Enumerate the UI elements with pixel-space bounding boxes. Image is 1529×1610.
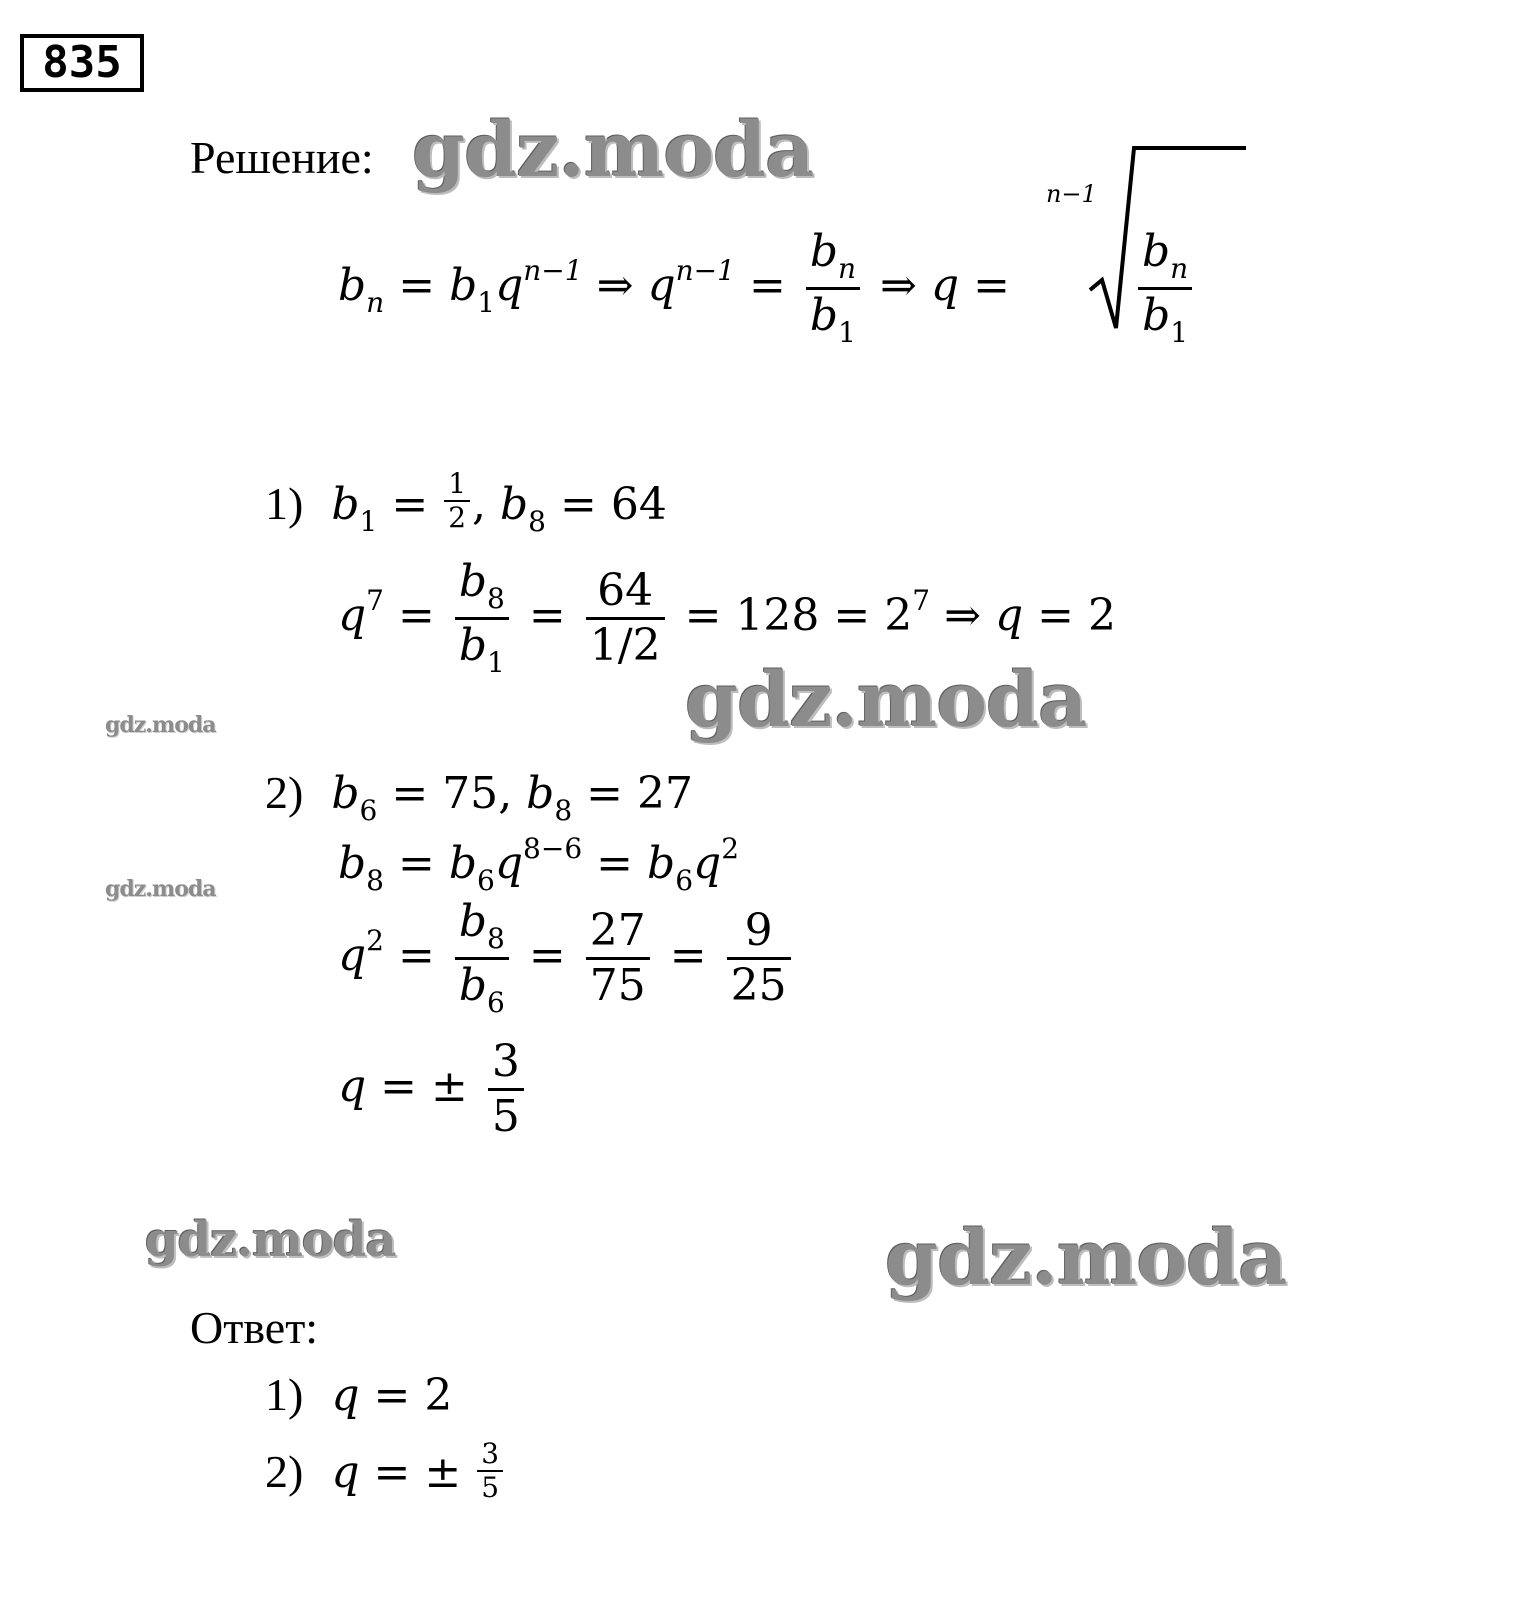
problem-number: 835 (20, 34, 144, 92)
solution-heading: Решение: (190, 132, 374, 183)
nth-root: n−1 $\frac{b_n}{b_1}$ (1048, 230, 1198, 347)
watermark: gdz.moda (412, 105, 814, 194)
answer-heading: Ответ: (190, 1302, 319, 1353)
part2-ratio: $q^2$ = $\frac{b_8}{b_6}$ = $\frac{27}{75}$ = $\frac{9}{25}$ (338, 900, 797, 1017)
part2-given: 2) $b_6 = 75$, $b_8 = 27$ (265, 767, 694, 827)
watermark: gdz.moda (145, 1212, 396, 1268)
part2-relation: $b_8 = b_6q^{8-6} = b_6q^2$ (338, 832, 740, 897)
watermark: gdz.moda (685, 655, 1087, 744)
watermark: gdz.moda (105, 712, 216, 738)
part1-given: 1) $b_1$ = $\frac{1}{2}$ , $b_8 = 64$ (265, 467, 667, 538)
part2-result: q = ± $\frac{3}{5}$ (338, 1040, 530, 1139)
fraction-bn-b1: $\frac{b_n}{b_1}$ (806, 230, 860, 347)
answer-2: 2) q = ± $\frac{3}{5}$ (265, 1440, 505, 1502)
watermark: gdz.moda (105, 876, 216, 902)
answer-1: 1) q = 2 (265, 1369, 453, 1421)
watermark: gdz.moda (885, 1213, 1287, 1302)
part1-solution: $q^7$ = $\frac{b_8}{b_1}$ = $\frac{64}{1/2}$ = $128 = 2^7$ ⇒ q = 2 (338, 556, 1117, 679)
general-formula: $b_n = b_1q^{n-1}$ ⇒ $q^{n-1}$ = $\frac{b_n}{b_1}$ ⇒ q = n−1 $\frac{b_n}{b_1}$ (338, 230, 1198, 347)
radical-sign-icon (1088, 140, 1248, 340)
